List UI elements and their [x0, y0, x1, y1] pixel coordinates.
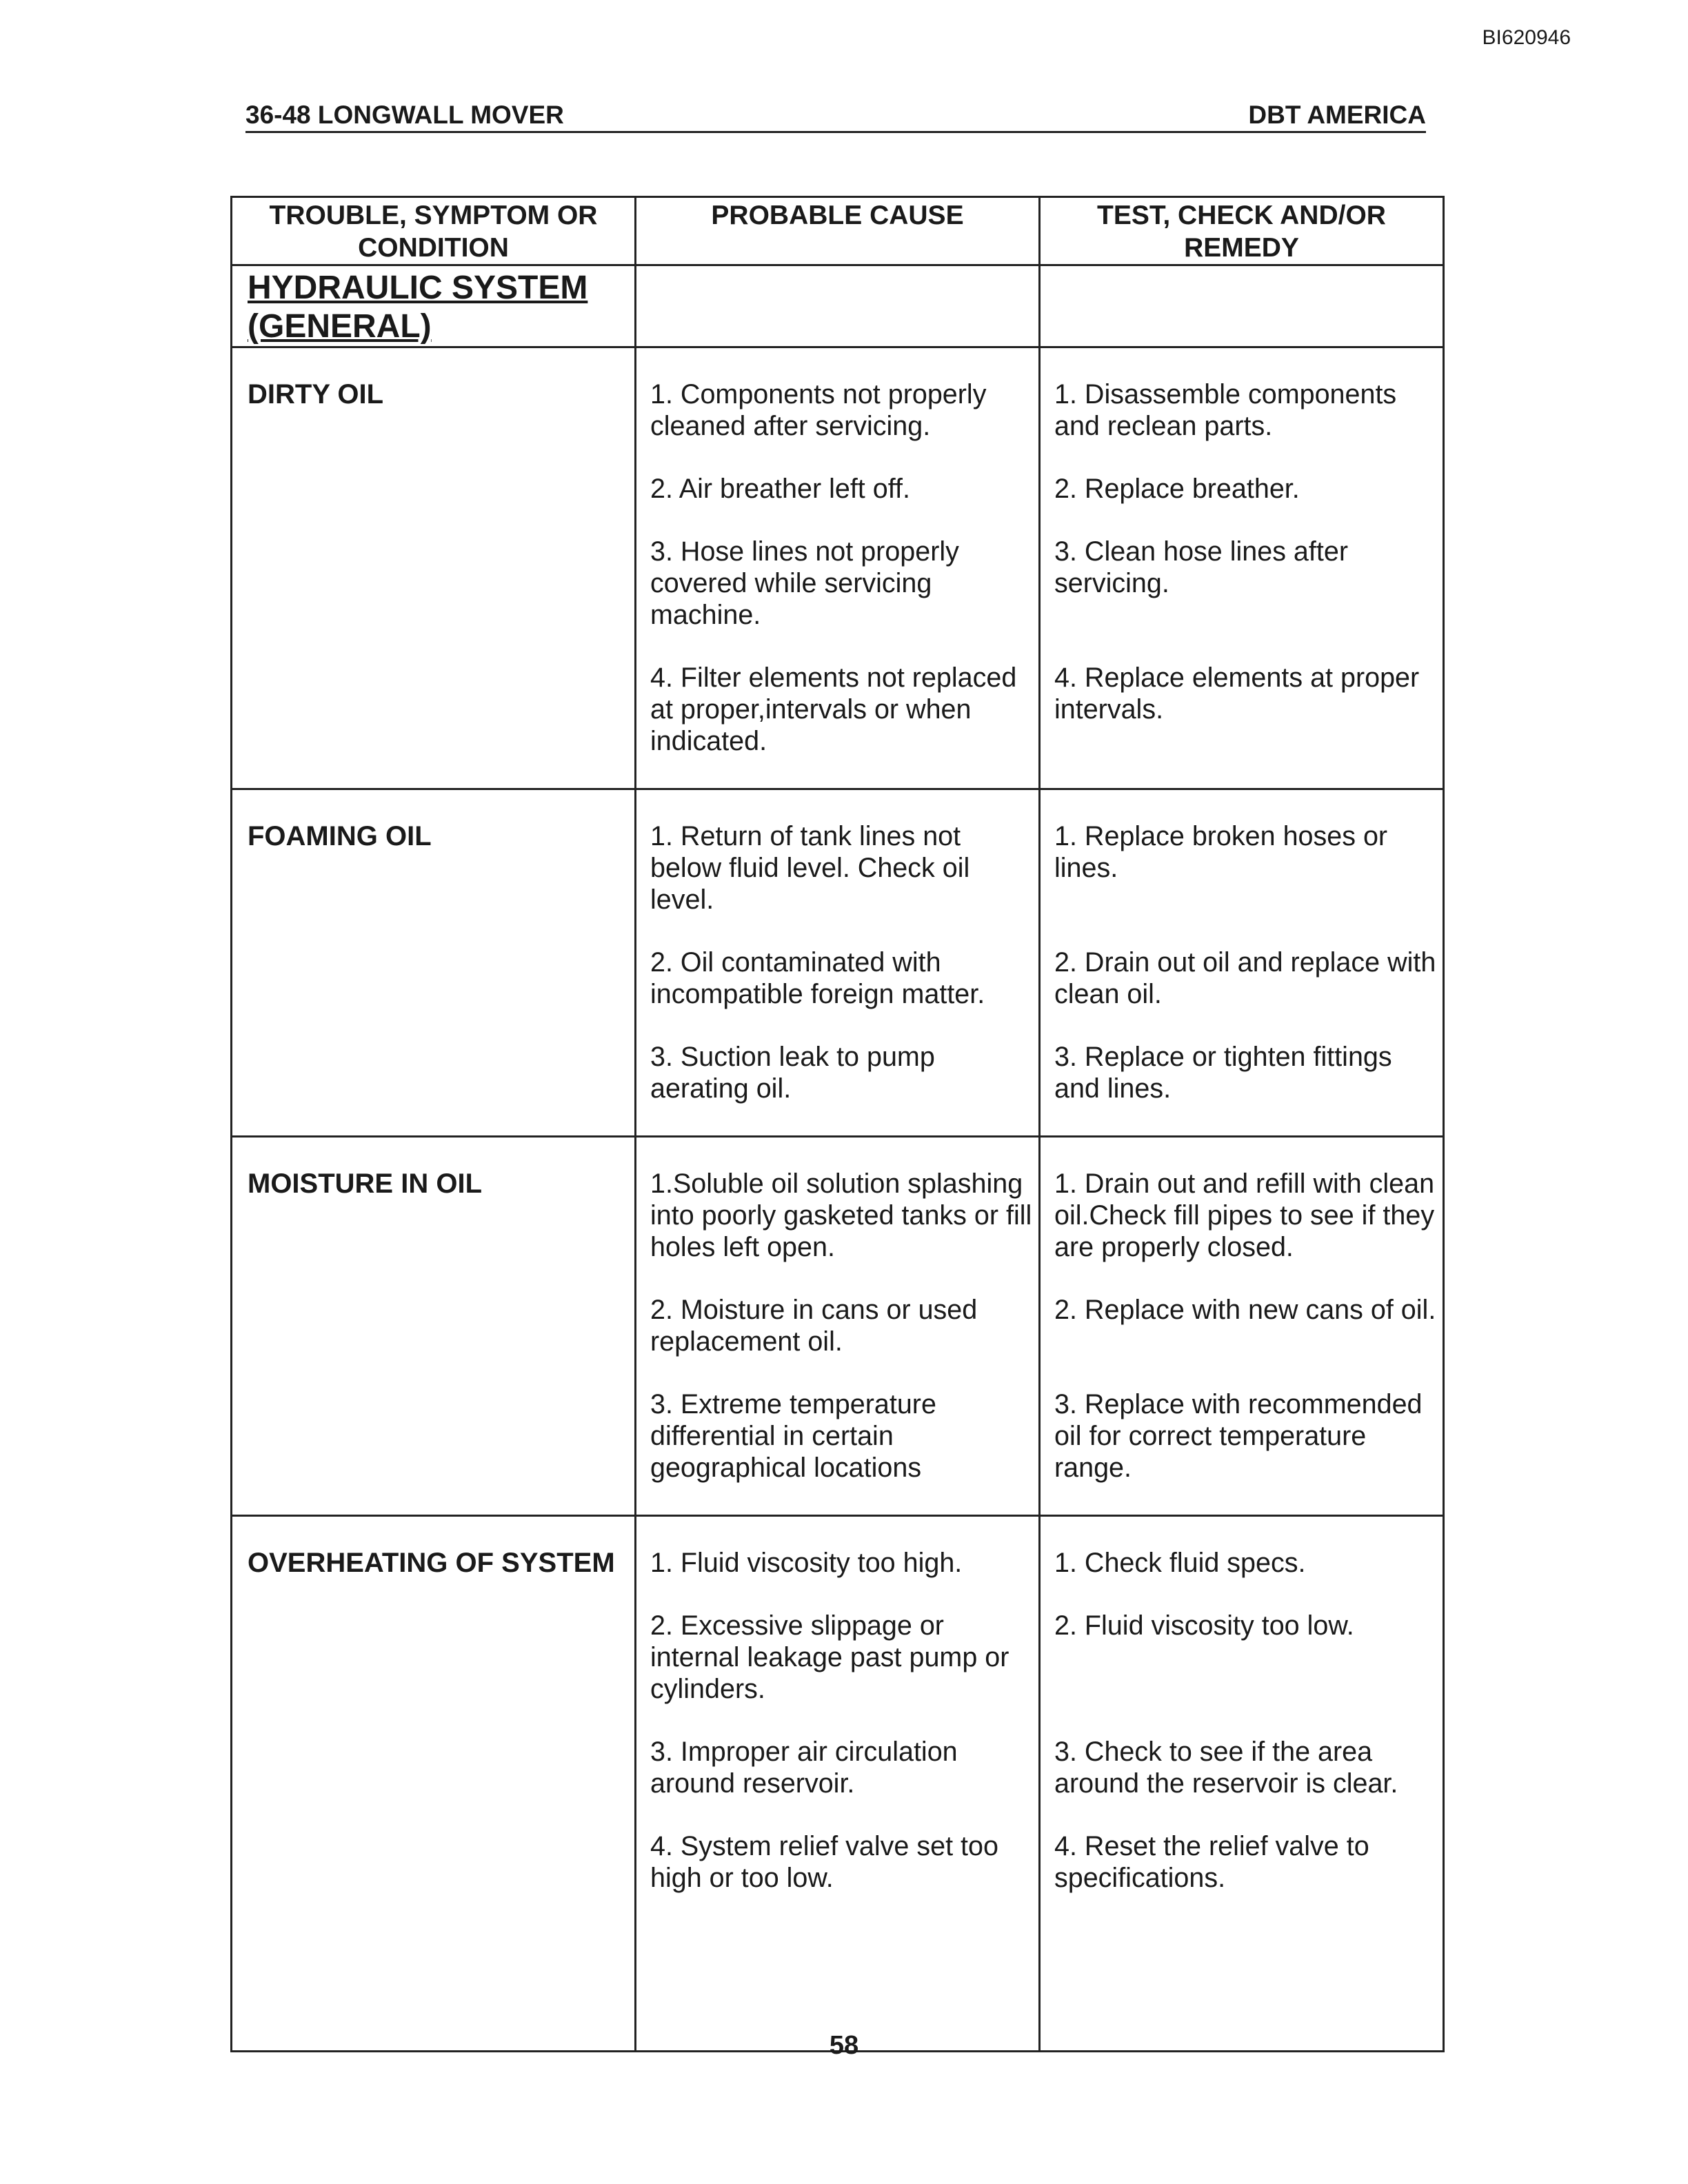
- remedy-item: 3. Replace with recommended oil for correct temperature range.: [1054, 1389, 1423, 1483]
- remedy-list: [1041, 348, 1443, 725]
- header-remedy: TEST, CHECK AND/OR REMEDY: [1040, 197, 1444, 265]
- empty-cell: [636, 265, 1040, 347]
- cause-item: 1. Components not properly cleaned after servicing.: [650, 379, 987, 441]
- remedy-item: 3. Check to see if the area around the reservoir is clear.: [1054, 1737, 1398, 1799]
- cause-item: 2. Oil contaminated with incompatible foreign matter.: [650, 947, 985, 1009]
- condition-label: OVERHEATING OF SYSTEM: [248, 1548, 615, 1578]
- cause-list: [636, 790, 1038, 1104]
- remedy-item: 2. Replace breather.: [1054, 474, 1300, 504]
- remedy-item: 1. Check fluid specs.: [1054, 1548, 1306, 1578]
- company-name: DBT AMERICA: [1248, 101, 1426, 129]
- table-row: [232, 347, 1444, 789]
- remedy-item: 2. Drain out oil and replace with clean oil.: [1054, 947, 1436, 1009]
- remedy-list: [1041, 1138, 1443, 1484]
- troubleshooting-table: [230, 196, 1445, 2052]
- document-id: BI620946: [1482, 26, 1571, 49]
- section-title: HYDRAULIC SYSTEM (GENERAL): [248, 270, 588, 345]
- cause-list: [636, 348, 1038, 757]
- remedy-item: 1. Drain out and refill with clean oil.Check fill pipes to see if they are properly closed.: [1054, 1169, 1435, 1262]
- header-condition: TROUBLE, SYMPTOM OR CONDITION: [232, 197, 636, 265]
- remedy-item: 2. Replace with new cans of oil.: [1054, 1295, 1436, 1325]
- section-cell: [232, 265, 636, 347]
- remedy-item: 4. Replace elements at proper intervals.: [1054, 663, 1420, 725]
- empty-cell: [1040, 265, 1444, 347]
- remedy-item: 4. Reset the relief valve to specifications.: [1054, 1831, 1369, 1893]
- cause-item: 3. Hose lines not properly covered while servicing machine.: [650, 536, 959, 630]
- table-row: [232, 1137, 1444, 1516]
- table-row: [232, 1516, 1444, 2052]
- manual-title: 36-48 LONGWALL MOVER: [245, 101, 564, 129]
- remedy-item: 3. Replace or tighten fittings and lines.: [1054, 1042, 1392, 1104]
- remedy-item: 2. Fluid viscosity too low.: [1054, 1610, 1354, 1641]
- page-number: 58: [829, 2031, 859, 2060]
- cause-item: 3. Extreme temperature differential in certain geographical locations: [650, 1389, 936, 1483]
- remedy-item: 3. Clean hose lines after servicing.: [1054, 536, 1348, 598]
- condition-label: DIRTY OIL: [248, 379, 384, 410]
- cause-item: 3. Improper air circulation around reservoir.: [650, 1737, 958, 1799]
- section-row: [232, 265, 1444, 347]
- remedy-list: [1041, 790, 1443, 1104]
- cause-item: 4. Filter elements not replaced at proper,intervals or when indicated.: [650, 663, 1017, 756]
- table-row: [232, 789, 1444, 1137]
- table-header-row: [232, 197, 1444, 265]
- header-cause: PROBABLE CAUSE: [636, 197, 1040, 265]
- condition-label: MOISTURE IN OIL: [248, 1169, 482, 1199]
- remedy-item: 1. Replace broken hoses or lines.: [1054, 821, 1388, 883]
- remedy-list: [1041, 1517, 1443, 1894]
- cause-item: 2. Excessive slippage or internal leakage past pump or cylinders.: [650, 1610, 1009, 1704]
- cause-item: 2. Moisture in cans or used replacement oil.: [650, 1295, 978, 1357]
- cause-item: 3. Suction leak to pump aerating oil.: [650, 1042, 935, 1104]
- cause-item: 1.Soluble oil solution splashing into poorly gasketed tanks or fill holes left open.: [650, 1169, 1032, 1262]
- cause-item: 4. System relief valve set too high or too low.: [650, 1831, 998, 1893]
- cause-item: 2. Air breather left off.: [650, 474, 910, 504]
- condition-label: FOAMING OIL: [248, 821, 432, 851]
- cause-item: 1. Return of tank lines not below fluid level. Check oil level.: [650, 821, 970, 915]
- cause-list: [636, 1138, 1038, 1484]
- cause-item: 1. Fluid viscosity too high.: [650, 1548, 963, 1578]
- cause-list: [636, 1517, 1038, 1894]
- page-header: [245, 98, 1426, 133]
- remedy-item: 1. Disassemble components and reclean parts.: [1054, 379, 1397, 441]
